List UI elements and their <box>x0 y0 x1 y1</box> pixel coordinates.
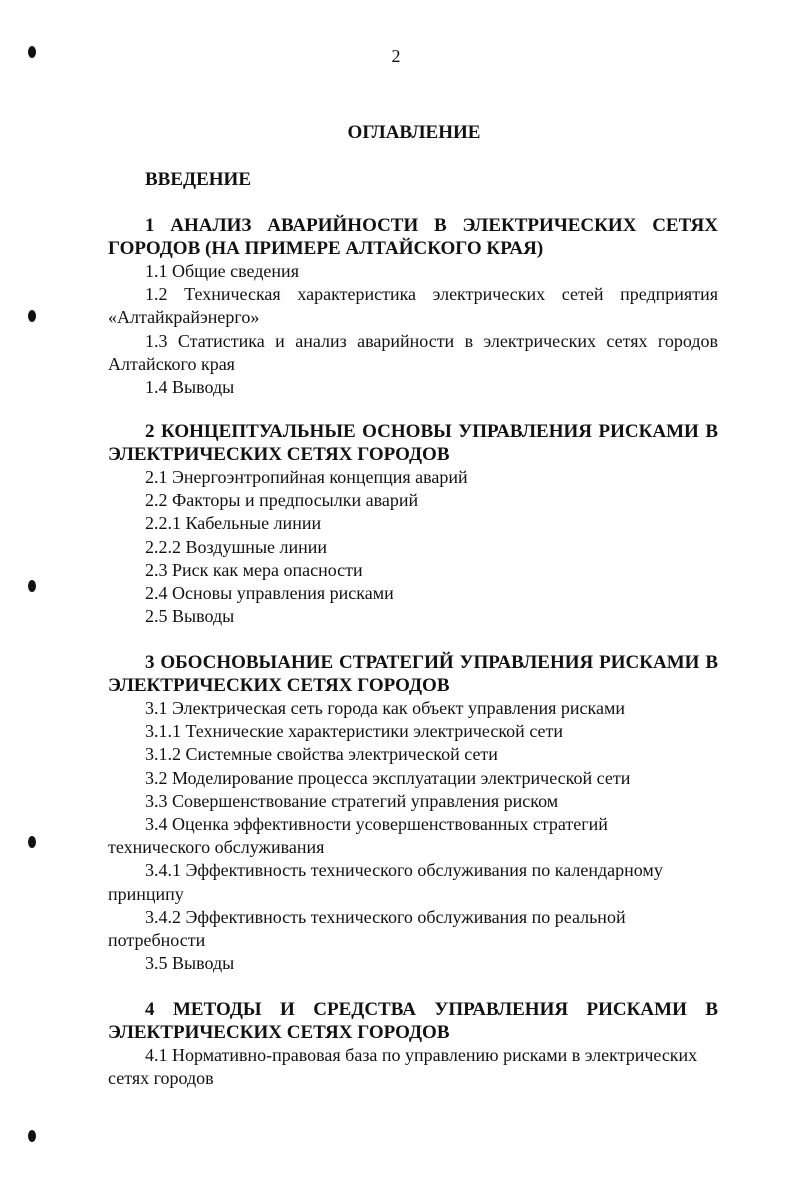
toc-entry: 1.4 Выводы <box>145 377 235 398</box>
toc-entry: 3.5 Выводы <box>145 953 235 974</box>
section-heading: 2 КОНЦЕПТУАЛЬНЫЕ ОСНОВЫ УПРАВЛЕНИЯ РИСКАМИ В ЭЛЕКТРИЧЕСКИХ СЕТЯХ ГОРОДОВ <box>108 421 718 465</box>
toc-entry: 3.3 Совершенствование стратегий управления риском <box>145 790 559 811</box>
toc-entry: 4.1 Нормативно-правовая база по управлению рисками в электрических сетях городов <box>108 1045 698 1089</box>
toc-section-2 <box>108 420 718 628</box>
section-heading: 3 ОБОСНОВЫАНИЕ СТРАТЕГИЙ УПРАВЛЕНИЯ РИСКАМИ В ЭЛЕКТРИЧЕСКИХ СЕТЯХ ГОРОДОВ <box>108 652 718 696</box>
toc-entry: 3.4.2 Эффективность технического обслуживания по реальной потребности <box>108 906 626 951</box>
section-heading: 1 АНАЛИЗ АВАРИЙНОСТИ В ЭЛЕКТРИЧЕСКИХ СЕТЯХ ГОРОДОВ (НА ПРИМЕРЕ АЛТАЙСКОГО КРАЯ) <box>108 215 718 259</box>
toc-entry: 1.1 Общие сведения <box>145 261 299 281</box>
page-number: 2 <box>391 46 401 66</box>
toc-entry: 3.1 Электрическая сеть города как объект управления рисками <box>145 698 625 718</box>
punch-hole-mark <box>28 1130 36 1142</box>
toc-entry: 2.3 Риск как мера опасности <box>145 559 363 580</box>
toc-entry: 2.2.1 Кабельные линии <box>145 513 322 534</box>
toc-entry: 3.4 Оценка эффективности усовершенствованных стратегий технического обслуживания <box>108 814 608 858</box>
punch-hole-mark <box>28 836 36 848</box>
toc-entry: 2.1 Энергоэнтропийная концепция аварий <box>145 467 468 487</box>
toc-entry: 1.3 Статистика и анализ аварийности в электрических сетях городов Алтайского края <box>108 330 718 374</box>
section-entries <box>108 697 718 975</box>
toc-entry: 2.4 Основы управления рисками <box>145 583 394 604</box>
section-entries <box>108 1044 718 1090</box>
toc-entry: 2.2.2 Воздушные линии <box>145 536 328 557</box>
toc-entry: 3.4.1 Эффективность технического обслуживания по календарному принципу <box>108 860 663 904</box>
section-entries <box>108 260 718 399</box>
section-heading: 4 МЕТОДЫ И СРЕДСТВА УПРАВЛЕНИЯ РИСКАМИ В ЭЛЕКТРИЧЕСКИХ СЕТЯХ ГОРОДОВ <box>108 999 718 1043</box>
toc-entry: 2.2 Факторы и предпосылки аварий <box>145 490 419 511</box>
toc-section-4 <box>108 998 718 1090</box>
page-title: ОГЛАВЛЕНИЕ <box>347 122 481 143</box>
toc-entry: 2.5 Выводы <box>145 606 235 627</box>
toc-entry: 3.1.1 Технические характеристики электрической сети <box>145 721 564 742</box>
toc-entry: 3.2 Моделирование процесса эксплуатации электрической сети <box>145 767 631 788</box>
punch-hole-mark <box>28 580 36 592</box>
toc-intro-heading: ВВЕДЕНИЕ <box>145 169 251 190</box>
section-entries <box>108 466 718 628</box>
punch-hole-mark <box>28 310 36 322</box>
toc-section-1 <box>108 214 718 399</box>
toc-entry: 1.2 Техническая характеристика электрических сетей предприятия «Алтайкрайэнерго» <box>108 284 718 328</box>
toc-entry: 3.1.2 Системные свойства электрической сети <box>145 744 498 765</box>
toc-section-3 <box>108 651 718 975</box>
